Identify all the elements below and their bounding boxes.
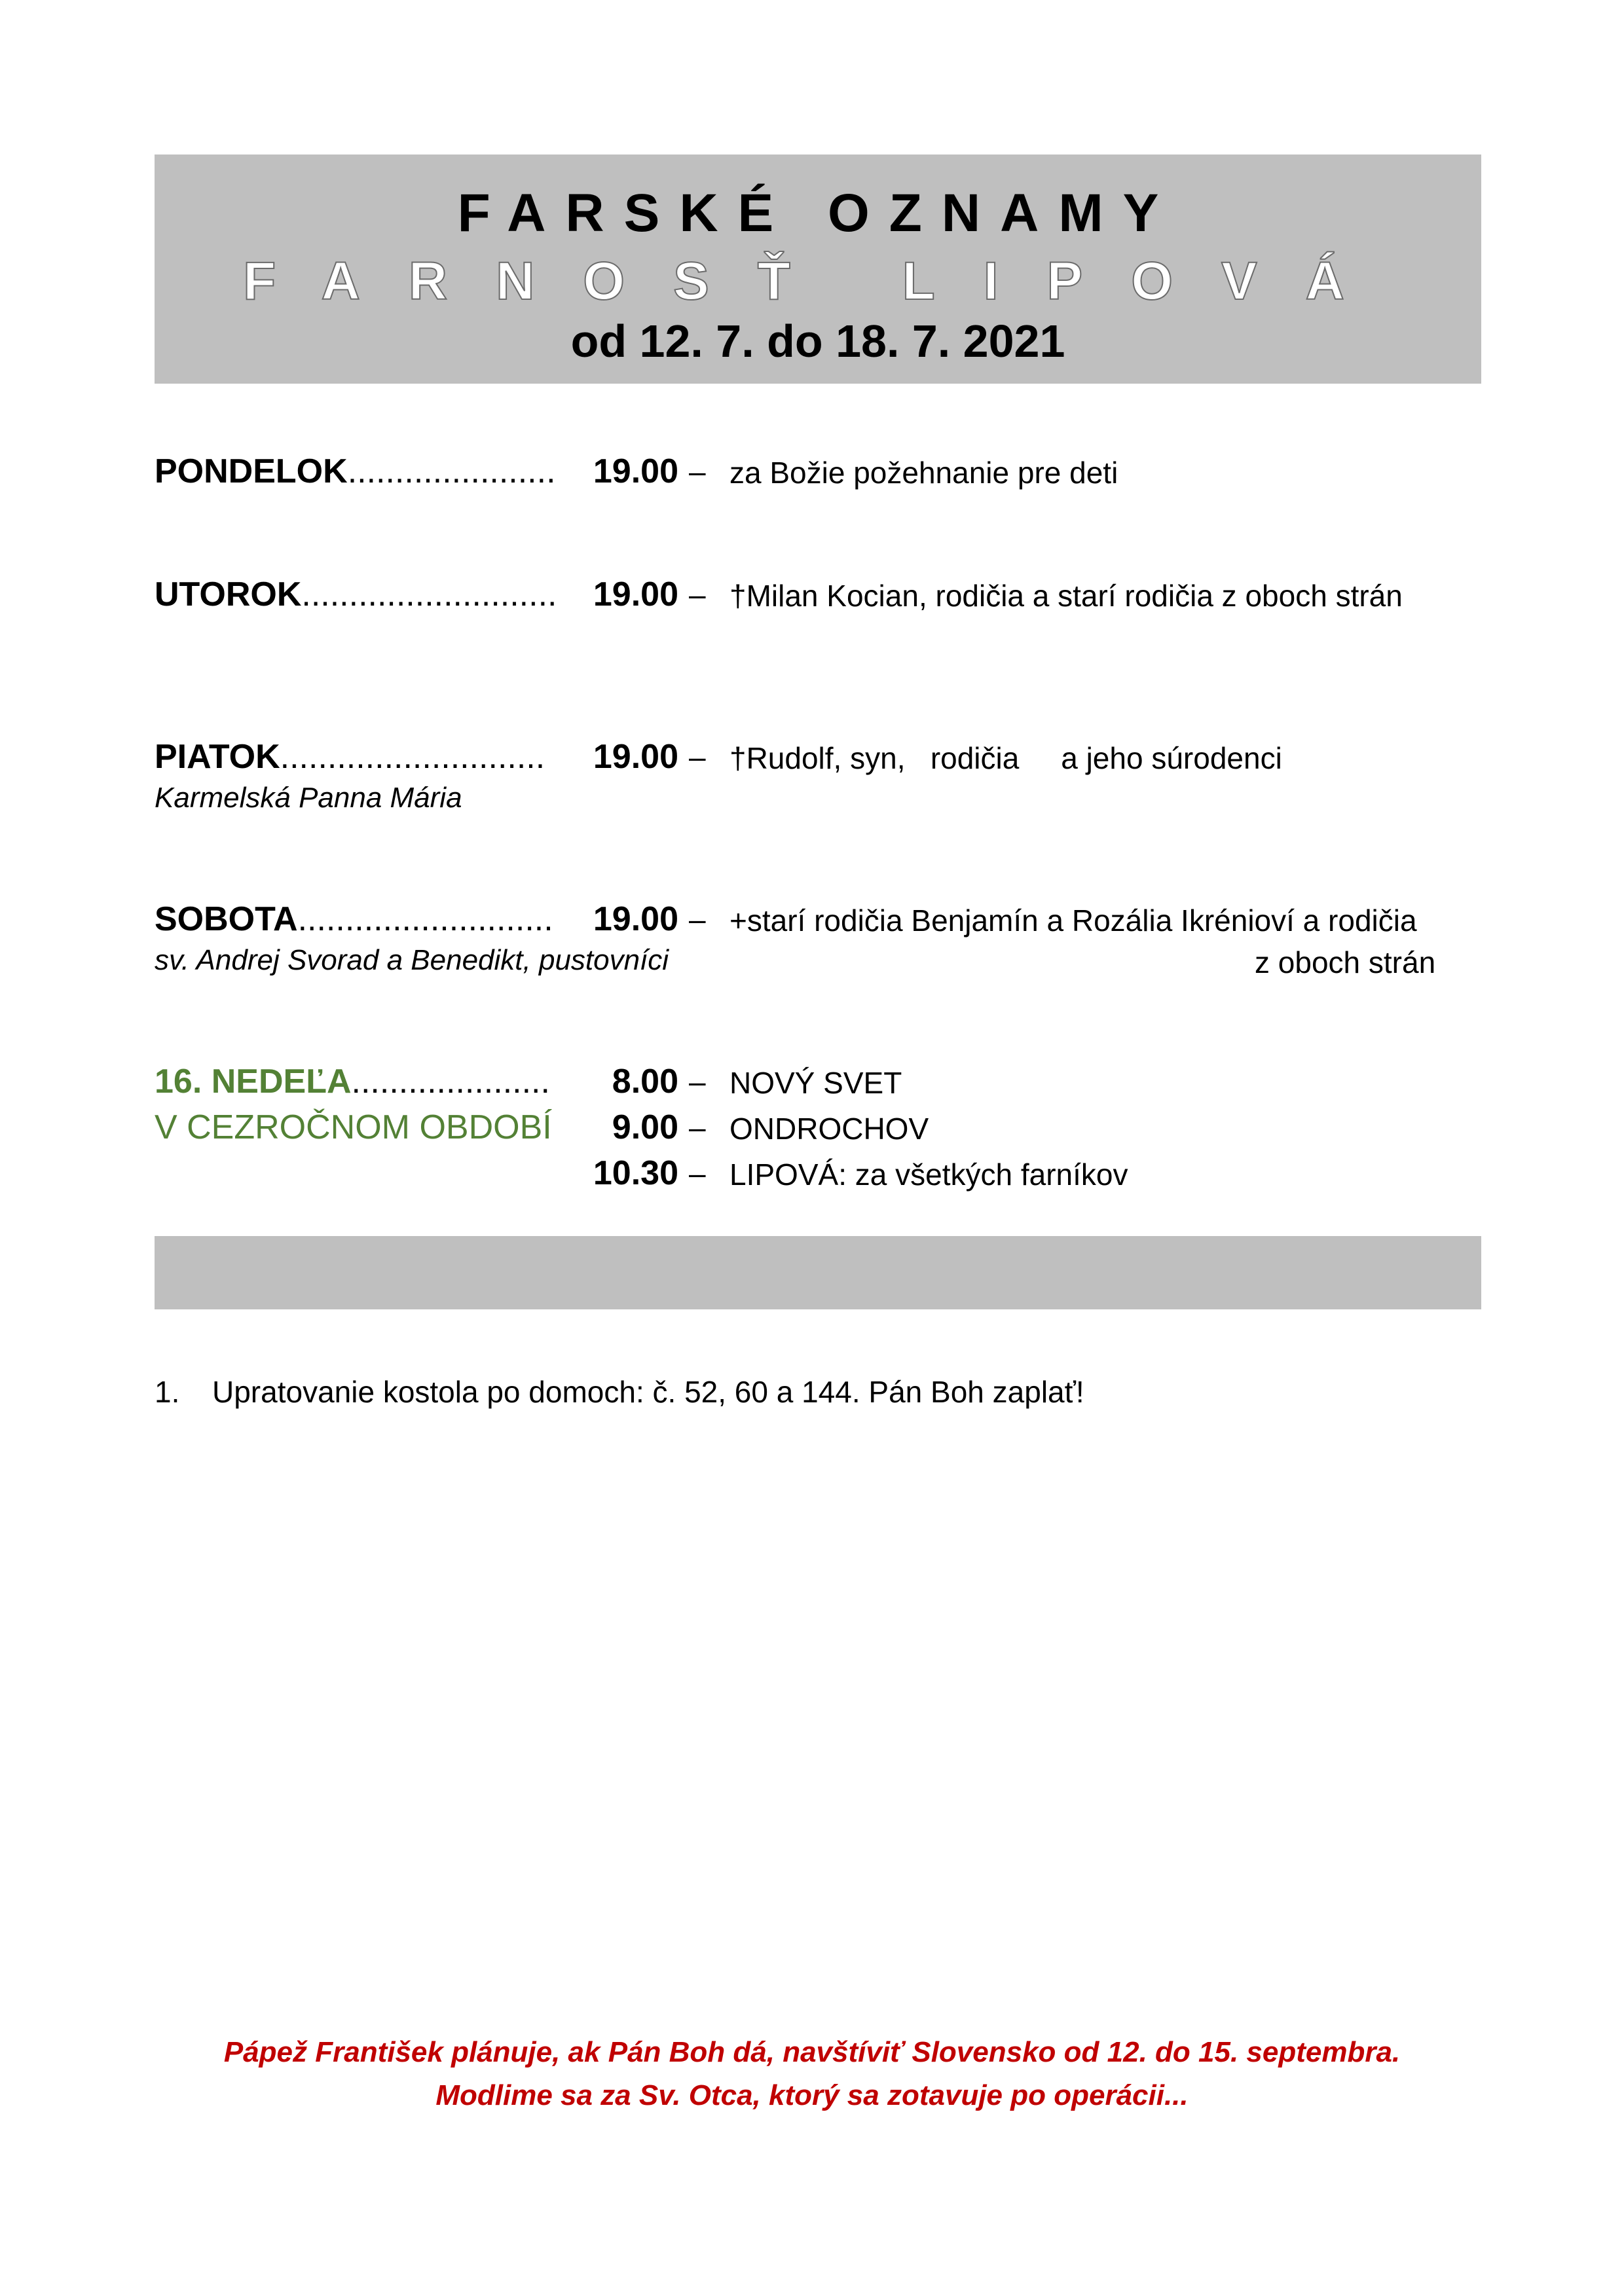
- mass-place: LIPOVÁ: za všetkých farníkov: [729, 1157, 1128, 1192]
- mass-place: ONDROCHOV: [729, 1112, 929, 1146]
- header-box: [155, 155, 1481, 384]
- footer-note: [0, 2031, 1624, 2117]
- footer-line: Pápež František plánuje, ak Pán Boh dá, navštíviť Slovensko od 12. do 15. septembra.: [223, 2036, 1401, 2068]
- mass-time: 10.30: [593, 1154, 678, 1192]
- dot-leader: ......................: [347, 452, 556, 490]
- dot-leader: ............................: [280, 738, 545, 776]
- mass-intention-cont: z oboch strán: [1255, 945, 1436, 979]
- saint-of-day: Karmelská Panna Mária: [155, 782, 462, 814]
- mass-place: NOVÝ SVET: [729, 1066, 902, 1100]
- dash: –: [689, 577, 706, 611]
- mass-intention: †Rudolf, syn, rodičia a jeho súrodenci: [729, 741, 1282, 775]
- day-label: UTOROK: [155, 575, 302, 613]
- day-label: SOBOTA: [155, 900, 298, 938]
- dash: –: [689, 1156, 706, 1190]
- announcement-text: Upratovanie kostola po domoch: č. 52, 60 a 144. Pán Boh zaplať!: [212, 1375, 1084, 1409]
- page-title: FARSKÉ OZNAMY: [457, 183, 1179, 243]
- mass-time: 19.00: [593, 575, 678, 613]
- mass-intention: za Božie požehnanie pre deti: [729, 456, 1118, 490]
- day-label: PONDELOK: [155, 452, 348, 490]
- day-label: 16. NEDEĽA: [155, 1063, 352, 1101]
- parish-name: FARNOSŤ LIPOVÁ: [243, 251, 1393, 311]
- dash: –: [689, 1065, 706, 1099]
- sunday-subtitle: V CEZROČNOM OBDOBÍ: [155, 1108, 552, 1146]
- mass-time: 19.00: [593, 452, 678, 490]
- mass-time: 19.00: [593, 738, 678, 776]
- mass-time: 19.00: [593, 900, 678, 938]
- dot-leader: .....................: [351, 1063, 550, 1101]
- date-range: od 12. 7. do 18. 7. 2021: [570, 316, 1065, 367]
- section-divider: [155, 1236, 1481, 1309]
- day-label: PIATOK: [155, 738, 280, 776]
- footer-line: Modlime sa za Sv. Otca, ktorý sa zotavuje po operácii...: [435, 2079, 1189, 2111]
- dot-leader: ...........................: [301, 575, 557, 613]
- announcement-number: 1.: [155, 1375, 180, 1409]
- dash: –: [689, 740, 706, 774]
- dash: –: [689, 1110, 706, 1144]
- dot-leader: ...........................: [297, 900, 553, 938]
- dash: –: [689, 902, 706, 936]
- mass-time: 8.00: [612, 1063, 678, 1101]
- mass-intention: +starí rodičia Benjamín a Rozália Ikrénioví a rodičia: [729, 903, 1417, 938]
- mass-intention: †Milan Kocian, rodičia a starí rodičia z oboch strán: [729, 579, 1403, 613]
- saint-of-day: sv. Andrej Svorad a Benedikt, pustovníci: [155, 944, 669, 976]
- mass-time: 9.00: [612, 1108, 678, 1146]
- dash: –: [689, 454, 706, 488]
